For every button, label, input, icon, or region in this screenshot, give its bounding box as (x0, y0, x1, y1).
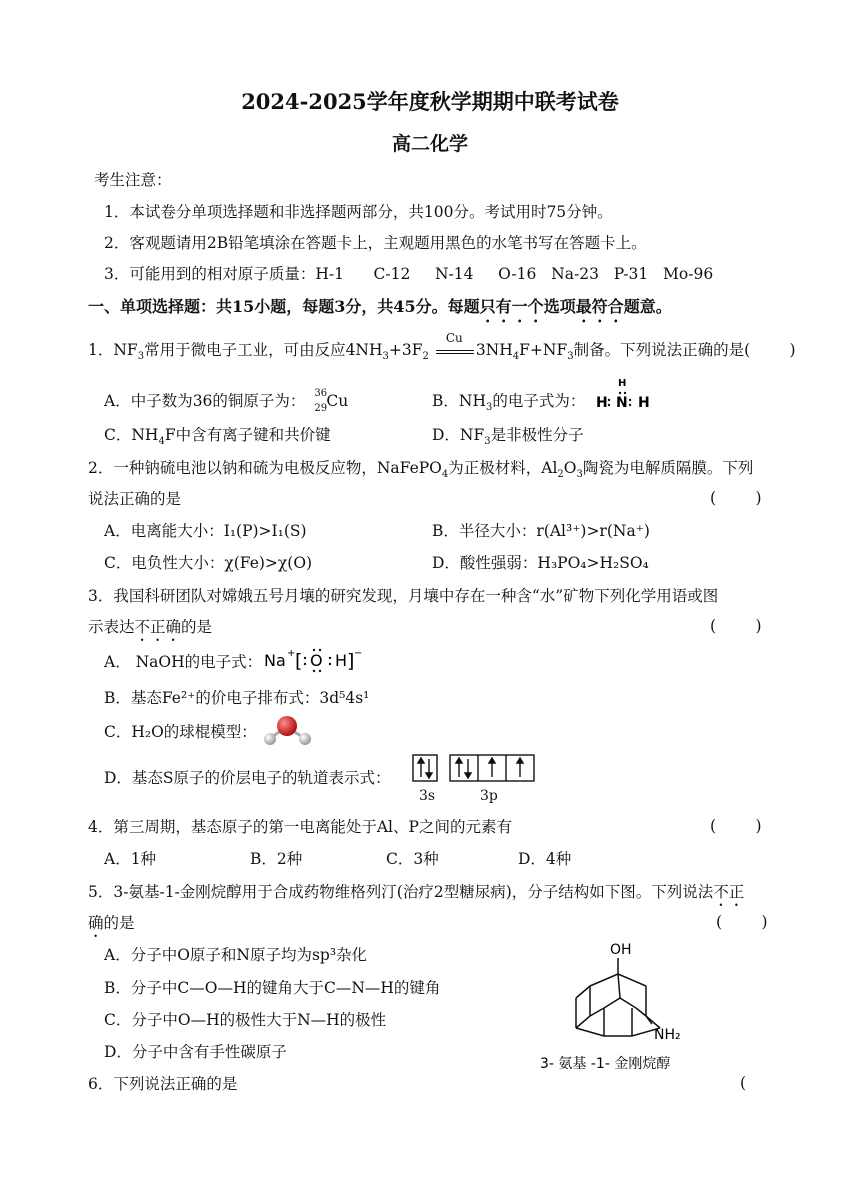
question-2-stem-2: 说法正确的是 (88, 490, 182, 508)
q1-option-d: D．$NF_3$是非极性分子 (432, 426, 584, 448)
nh2-label: NH₂ (654, 1027, 681, 1043)
q5-option-d: D．分子中含有手性碳原子 (104, 1043, 287, 1061)
label-3s: 3s (419, 788, 436, 804)
section-heading-emph: 只有一个 (479, 297, 544, 316)
q2-option-d: D．酸性强弱：H₃PO₄>H₂SO₄ (432, 554, 649, 572)
svg-text:H: H (596, 395, 608, 411)
section-heading-mid: 选项 (543, 297, 576, 316)
q2-option-c: C．电负性大小：χ(Fe)>χ(O) (104, 554, 313, 572)
q2-option-a: A．电离能大小：I₁(P)>I₁(S) (104, 522, 307, 540)
structure-caption: 3- 氨基 -1- 金刚烷醇 (540, 1056, 671, 1072)
label-3p: 3p (480, 788, 498, 804)
oh-label: OH (610, 942, 632, 958)
question-5-stem-1: 5．3-氨基-1-金刚烷醇用于合成药物维格列汀(治疗2型糖尿病)，分子结构如下图。下列说法不正 (88, 883, 745, 901)
q2-answer-paren: ( ) (710, 489, 762, 507)
svg-text:+: + (287, 648, 296, 659)
q2-option-b: B．半径大小：r(Al³⁺)>r(Na⁺) (432, 522, 650, 540)
reaction-arrow (434, 331, 476, 360)
q3-answer-paren: ( ) (710, 617, 762, 635)
notice-item-3: 3．可能用到的相对原子质量：H-1 C-12 N-14 O-16 Na-23 P-31 Mo-96 (104, 265, 714, 283)
svg-text:H: H (638, 395, 650, 411)
q3-option-b: B．基态Fe²⁺的价电子排布式：3d⁵4s¹ (104, 689, 370, 707)
section-heading (88, 297, 672, 326)
question-4-stem: 4．第三周期，基态原子的第一电离能处于Al、P之间的元素有 (88, 818, 512, 836)
section-heading-text: 一、单项选择题：共15小题，每题3分，共45分。每题 (88, 297, 480, 316)
exam-subject: 高二化学 (391, 133, 468, 155)
naoh-electron-formula (262, 645, 372, 675)
notice-item-1: 1．本试卷分单项选择题和非选择题两部分，共100分。考试用时75分钟。 (104, 203, 613, 221)
svg-text:H: H (335, 651, 348, 670)
q6-answer-paren: ( (740, 1074, 747, 1092)
question-5-stem-2: 确的是 (88, 914, 135, 932)
q4-option-c: C．3种 (386, 850, 439, 868)
question-1-stem: 1．$NF_3$常用于微电子工业，可由反应$4NH_3+3F_2$ Cu $3NH_4F+NF_3$制备。下列说法正确的是( ) (88, 340, 796, 360)
q4-option-a: A．1种 (104, 850, 157, 868)
notice-heading: 考生注意： (94, 171, 172, 189)
catalyst-label: Cu (445, 331, 463, 345)
svg-text:−: − (354, 648, 363, 659)
q5-option-a: A．分子中O原子和N原子均为sp³杂化 (104, 946, 368, 964)
section-heading-emph2: 最符合 (575, 297, 624, 316)
svg-text:]: ] (347, 650, 355, 672)
question-3-stem-2: 示表达不正确的是 (88, 618, 213, 636)
q4-option-d: D．4种 (518, 850, 572, 868)
svg-text:O: O (310, 651, 323, 670)
svg-text:[: [ (295, 650, 303, 672)
q4-answer-paren: ( ) (710, 817, 762, 835)
svg-text:Na: Na (264, 651, 286, 670)
section-heading-post: 题意。 (623, 297, 672, 316)
q5-answer-paren: ( ) (716, 913, 768, 931)
q3-option-c: C．H₂O的球棍模型： (104, 723, 257, 741)
q5-option-c: C．分子中O—H的极性大于N—H的极性 (104, 1011, 387, 1029)
q4-option-b: B．2种 (250, 850, 303, 868)
q1-option-c: C．$NH_4F$中含有离子键和共价键 (104, 426, 331, 448)
water-ball-stick-model (258, 712, 318, 748)
svg-text:N: N (616, 395, 628, 411)
question-3-stem-1: 3．我国科研团队对嫦娥五号月壤的研究发现，月壤中存在一种含“水”矿物下列化学用语或图 (88, 587, 719, 605)
svg-text:H: H (618, 378, 627, 389)
exam-title: 2024-2025学年度秋学期期中联考试卷 (241, 89, 619, 114)
q1-option-a: A．中子数为36的铜原子为： 36 29 Cu (104, 388, 349, 414)
aminoadamantanol-structure (540, 936, 730, 1076)
q3-option-a: A． NaOH的电子式： (104, 653, 263, 671)
question-2-stem-1: 2．一种钠硫电池以钠和硫为电极反应物，NaFePO$_4$为正极材料，$Al_2O_3$陶瓷为电解质隔膜。下列 (88, 459, 754, 481)
question-6-stem: 6．下列说法正确的是 (88, 1075, 238, 1093)
notice-item-2: 2．客观题请用2B铅笔填涂在答题卡上，主观题用黑色的水笔书写在答题卡上。 (104, 234, 647, 252)
q3-option-d: D．基态S原子的价层电子的轨道表示式： (104, 769, 391, 787)
q5-option-b: B．分子中C—O—H的键角大于C—N—H的键角 (104, 979, 441, 997)
q1-option-b: B．$NH_3$的电子式为： (432, 392, 586, 414)
nh3-electron-formula (592, 374, 662, 414)
